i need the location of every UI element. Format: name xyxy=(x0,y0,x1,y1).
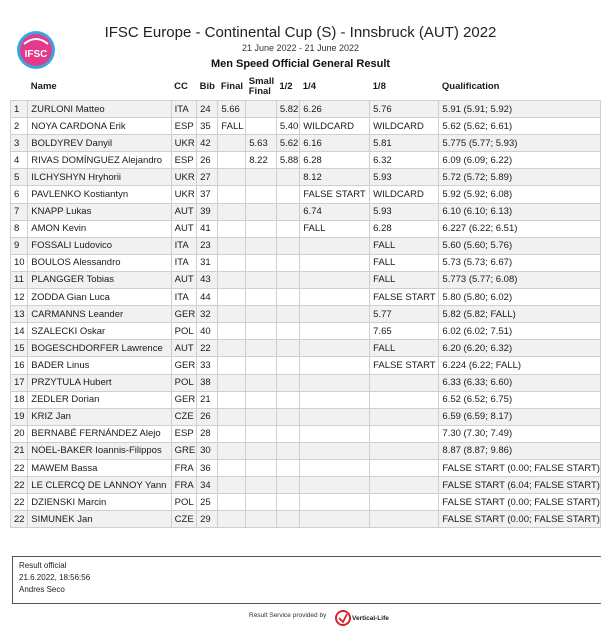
cell-bib: 25 xyxy=(197,494,218,511)
cell-final xyxy=(218,442,246,459)
table-row xyxy=(11,494,601,511)
cell-eighth: 5.93 xyxy=(370,169,439,186)
cell-qualification: 5.773 (5.77; 6.08) xyxy=(439,271,601,288)
cell-cc: ITA xyxy=(171,289,196,306)
cell-bib: 38 xyxy=(197,374,218,391)
cell-final xyxy=(218,237,246,254)
cell-final xyxy=(218,511,246,528)
cell-name: PAVLENKO Kostiantyn xyxy=(28,186,171,203)
cell-small-final xyxy=(246,391,277,408)
cell-half: 5.88 xyxy=(276,152,299,169)
cell-quarter xyxy=(300,271,370,288)
vertical-life-logo xyxy=(333,606,393,630)
results-table xyxy=(10,74,601,528)
cell-eighth xyxy=(370,374,439,391)
cell-quarter xyxy=(300,477,370,494)
cell-eighth xyxy=(370,442,439,459)
cell-rank: 11 xyxy=(11,271,28,288)
cell-half xyxy=(276,186,299,203)
cell-eighth: 5.93 xyxy=(370,203,439,220)
cell-name: NOEL-BAKER Ioannis-Filippos xyxy=(28,442,171,459)
cell-half xyxy=(276,289,299,306)
cell-quarter xyxy=(300,254,370,271)
cell-half: 5.62 xyxy=(276,135,299,152)
cell-cc: POL xyxy=(171,323,196,340)
cell-eighth: 5.81 xyxy=(370,135,439,152)
cell-half xyxy=(276,340,299,357)
cell-name: BADER Linus xyxy=(28,357,171,374)
table-row xyxy=(11,220,601,237)
cell-name: MAWEM Bassa xyxy=(28,459,171,476)
col-name: Name xyxy=(30,81,57,92)
cell-half xyxy=(276,442,299,459)
cell-qualification: 6.20 (6.20; 6.32) xyxy=(439,340,601,357)
cell-small-final xyxy=(246,494,277,511)
cell-bib: 21 xyxy=(197,391,218,408)
cell-qualification: FALSE START (0.00; FALSE START) xyxy=(439,459,601,476)
cell-name: SZALECKI Oskar xyxy=(28,323,171,340)
cell-bib: 44 xyxy=(197,289,218,306)
cell-half xyxy=(276,374,299,391)
cell-small-final xyxy=(246,271,277,288)
cell-bib: 22 xyxy=(197,340,218,357)
cell-bib: 40 xyxy=(197,323,218,340)
cell-quarter xyxy=(300,306,370,323)
cell-half xyxy=(276,391,299,408)
cell-rank: 22 xyxy=(11,477,28,494)
cell-half: 5.40 xyxy=(276,118,299,135)
cell-small-final xyxy=(246,186,277,203)
cell-rank: 12 xyxy=(11,289,28,306)
cell-cc: POL xyxy=(171,494,196,511)
cell-cc: GRE xyxy=(171,442,196,459)
cell-final xyxy=(218,152,246,169)
vertical-life-logo-text: Vertical-Life xyxy=(352,615,389,622)
cell-quarter: FALL xyxy=(300,220,370,237)
cell-cc: CZE xyxy=(171,511,196,528)
cell-eighth xyxy=(370,391,439,408)
cell-final xyxy=(218,391,246,408)
col-final: Final xyxy=(220,81,243,92)
result-timestamp: 21.6.2022, 18:56:56 xyxy=(19,573,91,582)
cell-bib: 32 xyxy=(197,306,218,323)
service-credit: Result Service provided by xyxy=(249,612,327,619)
cell-small-final xyxy=(246,254,277,271)
cell-name: PLANGGER Tobias xyxy=(28,271,171,288)
cell-small-final xyxy=(246,101,277,118)
cell-bib: 42 xyxy=(197,135,218,152)
cell-qualification: 6.02 (6.02; 7.51) xyxy=(439,323,601,340)
cell-name: SIMUNEK Jan xyxy=(28,511,171,528)
table-row xyxy=(11,186,601,203)
col-small-final: Small Final xyxy=(248,76,275,97)
cell-quarter xyxy=(300,442,370,459)
cell-rank: 3 xyxy=(11,135,28,152)
cell-small-final: 5.63 xyxy=(246,135,277,152)
cell-quarter: 6.74 xyxy=(300,203,370,220)
cell-rank: 21 xyxy=(11,442,28,459)
cell-eighth: 5.76 xyxy=(370,101,439,118)
cell-half xyxy=(276,323,299,340)
cell-name: ZEDLER Dorian xyxy=(28,391,171,408)
cell-small-final xyxy=(246,357,277,374)
cell-qualification: 5.92 (5.92; 6.08) xyxy=(439,186,601,203)
cell-eighth: WILDCARD xyxy=(370,118,439,135)
table-row xyxy=(11,408,601,425)
cell-eighth: 6.28 xyxy=(370,220,439,237)
table-row xyxy=(11,101,601,118)
cell-quarter xyxy=(300,289,370,306)
cell-final: 5.66 xyxy=(218,101,246,118)
cell-qualification: FALSE START (0.00; FALSE START) xyxy=(439,494,601,511)
cell-half xyxy=(276,254,299,271)
table-row xyxy=(11,203,601,220)
cell-rank: 19 xyxy=(11,408,28,425)
table-row xyxy=(11,237,601,254)
cell-rank: 2 xyxy=(11,118,28,135)
cell-half xyxy=(276,425,299,442)
cell-name: BOULOS Alessandro xyxy=(28,254,171,271)
cell-final xyxy=(218,459,246,476)
cell-qualification: 6.10 (6.10; 6.13) xyxy=(439,203,601,220)
cell-cc: FRA xyxy=(171,459,196,476)
table-row xyxy=(11,459,601,476)
cell-bib: 30 xyxy=(197,442,218,459)
cell-rank: 22 xyxy=(11,459,28,476)
cell-eighth xyxy=(370,408,439,425)
cell-cc: AUT xyxy=(171,340,196,357)
cell-quarter xyxy=(300,408,370,425)
cell-half xyxy=(276,237,299,254)
cell-rank: 17 xyxy=(11,374,28,391)
cell-cc: FRA xyxy=(171,477,196,494)
cell-bib: 37 xyxy=(197,186,218,203)
result-status: Result official xyxy=(19,561,67,570)
col-rank xyxy=(11,74,28,101)
cell-qualification: 6.09 (6.09; 6.22) xyxy=(439,152,601,169)
cell-qualification: 5.72 (5.72; 5.89) xyxy=(439,169,601,186)
table-row xyxy=(11,169,601,186)
cell-half xyxy=(276,271,299,288)
cell-qualification: 6.52 (6.52; 6.75) xyxy=(439,391,601,408)
cell-name: NOYA CARDONA Erik xyxy=(28,118,171,135)
table-row xyxy=(11,391,601,408)
cell-half xyxy=(276,357,299,374)
cell-quarter xyxy=(300,357,370,374)
cell-quarter: FALSE START xyxy=(300,186,370,203)
cell-qualification: 6.59 (6.59; 8.17) xyxy=(439,408,601,425)
cell-small-final: 8.22 xyxy=(246,152,277,169)
cell-small-final xyxy=(246,237,277,254)
cell-small-final xyxy=(246,220,277,237)
cell-name: BOGESCHDORFER Lawrence xyxy=(28,340,171,357)
cell-qualification: 5.60 (5.60; 5.76) xyxy=(439,237,601,254)
cell-rank: 13 xyxy=(11,306,28,323)
col-qualification: Qualification xyxy=(441,81,500,92)
cell-quarter xyxy=(300,340,370,357)
cell-small-final xyxy=(246,442,277,459)
cell-quarter xyxy=(300,494,370,511)
table-row xyxy=(11,340,601,357)
cell-eighth: FALL xyxy=(370,237,439,254)
cell-bib: 39 xyxy=(197,203,218,220)
cell-quarter: 6.26 xyxy=(300,101,370,118)
cell-qualification: FALSE START (0.00; FALSE START) xyxy=(439,511,601,528)
cell-bib: 43 xyxy=(197,271,218,288)
cell-eighth xyxy=(370,494,439,511)
cell-final xyxy=(218,340,246,357)
cell-cc: POL xyxy=(171,374,196,391)
cell-bib: 29 xyxy=(197,511,218,528)
cell-qualification: 5.80 (5.80; 6.02) xyxy=(439,289,601,306)
cell-name: KRIZ Jan xyxy=(28,408,171,425)
cell-cc: ESP xyxy=(171,118,196,135)
cell-bib: 33 xyxy=(197,357,218,374)
event-dates: 21 June 2022 - 21 June 2022 xyxy=(241,43,360,53)
cell-cc: ESP xyxy=(171,152,196,169)
cell-rank: 10 xyxy=(11,254,28,271)
cell-bib: 36 xyxy=(197,459,218,476)
col-cc: CC xyxy=(174,81,188,92)
page-subtitle: Men Speed Official General Result xyxy=(210,58,391,70)
cell-eighth: FALSE START xyxy=(370,289,439,306)
header-row xyxy=(11,74,601,101)
cell-qualification: 6.224 (6.22; FALL) xyxy=(439,357,601,374)
table-row xyxy=(11,323,601,340)
cell-name: CARMANNS Leander xyxy=(28,306,171,323)
cell-eighth: FALL xyxy=(370,271,439,288)
cell-cc: ITA xyxy=(171,101,196,118)
cell-small-final xyxy=(246,306,277,323)
cell-small-final xyxy=(246,340,277,357)
cell-quarter xyxy=(300,459,370,476)
cell-bib: 27 xyxy=(197,169,218,186)
cell-quarter xyxy=(300,374,370,391)
cell-cc: ITA xyxy=(171,254,196,271)
cell-rank: 22 xyxy=(11,511,28,528)
cell-qualification: 5.775 (5.77; 5.93) xyxy=(439,135,601,152)
table-row xyxy=(11,357,601,374)
table-row xyxy=(11,118,601,135)
cell-cc: UKR xyxy=(171,135,196,152)
cell-rank: 16 xyxy=(11,357,28,374)
cell-eighth: FALL xyxy=(370,254,439,271)
cell-bib: 28 xyxy=(197,425,218,442)
cell-quarter xyxy=(300,425,370,442)
cell-name: AMON Kevin xyxy=(28,220,171,237)
table-row xyxy=(11,442,601,459)
cell-bib: 26 xyxy=(197,408,218,425)
cell-bib: 41 xyxy=(197,220,218,237)
cell-name: PRZYTULA Hubert xyxy=(28,374,171,391)
cell-half xyxy=(276,306,299,323)
cell-name: DZIENSKI Marcin xyxy=(28,494,171,511)
table-row xyxy=(11,289,601,306)
cell-final xyxy=(218,254,246,271)
cell-name: ZODDA Gian Luca xyxy=(28,289,171,306)
cell-quarter: WILDCARD xyxy=(300,118,370,135)
cell-small-final xyxy=(246,459,277,476)
cell-bib: 35 xyxy=(197,118,218,135)
cell-rank: 1 xyxy=(11,101,28,118)
cell-cc: CZE xyxy=(171,408,196,425)
cell-final xyxy=(218,186,246,203)
cell-final xyxy=(218,323,246,340)
page-title: IFSC Europe - Continental Cup (S) - Innsbruck (AUT) 2022 xyxy=(104,24,497,41)
cell-qualification: 7.30 (7.30; 7.49) xyxy=(439,425,601,442)
cell-eighth xyxy=(370,425,439,442)
cell-small-final xyxy=(246,323,277,340)
cell-bib: 26 xyxy=(197,152,218,169)
cell-final xyxy=(218,425,246,442)
cell-eighth: FALSE START xyxy=(370,357,439,374)
cell-name: ZURLONI Matteo xyxy=(28,101,171,118)
table-row xyxy=(11,306,601,323)
cell-small-final xyxy=(246,203,277,220)
table-row xyxy=(11,425,601,442)
cell-final xyxy=(218,271,246,288)
cell-quarter xyxy=(300,237,370,254)
cell-name: FOSSALI Ludovico xyxy=(28,237,171,254)
cell-rank: 15 xyxy=(11,340,28,357)
cell-name: BOLDYREV Danyil xyxy=(28,135,171,152)
cell-cc: UKR xyxy=(171,169,196,186)
cell-eighth xyxy=(370,511,439,528)
cell-rank: 22 xyxy=(11,494,28,511)
cell-final xyxy=(218,169,246,186)
cell-final xyxy=(218,357,246,374)
cell-eighth: 6.32 xyxy=(370,152,439,169)
cell-half xyxy=(276,408,299,425)
cell-final xyxy=(218,220,246,237)
cell-small-final xyxy=(246,374,277,391)
cell-rank: 20 xyxy=(11,425,28,442)
cell-rank: 9 xyxy=(11,237,28,254)
cell-rank: 18 xyxy=(11,391,28,408)
cell-qualification: 5.62 (5.62; 6.61) xyxy=(439,118,601,135)
table-row xyxy=(11,254,601,271)
cell-eighth: 7.65 xyxy=(370,323,439,340)
cell-name: ILCHYSHYN Hryhorii xyxy=(28,169,171,186)
cell-final xyxy=(218,408,246,425)
cell-bib: 24 xyxy=(197,101,218,118)
cell-half xyxy=(276,169,299,186)
cell-small-final xyxy=(246,425,277,442)
cell-bib: 34 xyxy=(197,477,218,494)
cell-bib: 31 xyxy=(197,254,218,271)
cell-eighth xyxy=(370,459,439,476)
table-row xyxy=(11,271,601,288)
table-row xyxy=(11,511,601,528)
col-quarter: 1/4 xyxy=(302,81,316,92)
cell-rank: 6 xyxy=(11,186,28,203)
cell-quarter: 6.28 xyxy=(300,152,370,169)
cell-half xyxy=(276,220,299,237)
cell-final xyxy=(218,203,246,220)
cell-small-final xyxy=(246,289,277,306)
cell-cc: AUT xyxy=(171,203,196,220)
cell-final xyxy=(218,306,246,323)
cell-quarter xyxy=(300,511,370,528)
cell-rank: 8 xyxy=(11,220,28,237)
cell-final xyxy=(218,374,246,391)
cell-cc: ITA xyxy=(171,237,196,254)
cell-half xyxy=(276,494,299,511)
cell-cc: GER xyxy=(171,391,196,408)
cell-eighth xyxy=(370,477,439,494)
cell-qualification: 8.87 (8.87; 9.86) xyxy=(439,442,601,459)
cell-rank: 7 xyxy=(11,203,28,220)
logo-text: IFSC xyxy=(24,49,48,60)
cell-small-final xyxy=(246,477,277,494)
cell-cc: GER xyxy=(171,357,196,374)
cell-name: LE CLERCQ DE LANNOY Yann xyxy=(28,477,171,494)
table-row xyxy=(11,477,601,494)
cell-qualification: 5.73 (5.73; 6.67) xyxy=(439,254,601,271)
cell-qualification: 6.33 (6.33; 6.60) xyxy=(439,374,601,391)
cell-eighth: 5.77 xyxy=(370,306,439,323)
cell-small-final xyxy=(246,118,277,135)
cell-qualification: 5.91 (5.91; 5.92) xyxy=(439,101,601,118)
cell-cc: GER xyxy=(171,306,196,323)
cell-name: BERNABÉ FERNÁNDEZ Alejo xyxy=(28,425,171,442)
cell-bib: 23 xyxy=(197,237,218,254)
cell-quarter xyxy=(300,391,370,408)
cell-quarter xyxy=(300,323,370,340)
table-row xyxy=(11,152,601,169)
cell-cc: ESP xyxy=(171,425,196,442)
cell-rank: 4 xyxy=(11,152,28,169)
cell-half xyxy=(276,477,299,494)
cell-eighth: WILDCARD xyxy=(370,186,439,203)
cell-qualification: 5.82 (5.82; FALL) xyxy=(439,306,601,323)
cell-cc: AUT xyxy=(171,271,196,288)
cell-half xyxy=(276,459,299,476)
col-eighth: 1/8 xyxy=(372,81,386,92)
cell-qualification: FALSE START (6.04; FALSE START) xyxy=(439,477,601,494)
cell-small-final xyxy=(246,169,277,186)
cell-name: RIVAS DOMÍNGUEZ Alejandro xyxy=(28,152,171,169)
cell-half xyxy=(276,203,299,220)
cell-cc: UKR xyxy=(171,186,196,203)
cell-quarter: 6.16 xyxy=(300,135,370,152)
cell-final xyxy=(218,135,246,152)
col-bib: Bib xyxy=(199,81,215,92)
cell-final: FALL xyxy=(218,118,246,135)
cell-half xyxy=(276,511,299,528)
cell-half: 5.82 xyxy=(276,101,299,118)
cell-quarter: 8.12 xyxy=(300,169,370,186)
result-official: Andres Seco xyxy=(19,585,65,594)
col-half: 1/2 xyxy=(279,81,293,92)
result-footer xyxy=(12,556,601,604)
cell-small-final xyxy=(246,511,277,528)
cell-rank: 14 xyxy=(11,323,28,340)
table-row xyxy=(11,135,601,152)
cell-rank: 5 xyxy=(11,169,28,186)
cell-final xyxy=(218,289,246,306)
cell-cc: AUT xyxy=(171,220,196,237)
table-row xyxy=(11,374,601,391)
cell-eighth: FALL xyxy=(370,340,439,357)
cell-qualification: 6.227 (6.22; 6.51) xyxy=(439,220,601,237)
cell-name: KNAPP Lukas xyxy=(28,203,171,220)
cell-small-final xyxy=(246,408,277,425)
cell-final xyxy=(218,494,246,511)
cell-final xyxy=(218,477,246,494)
